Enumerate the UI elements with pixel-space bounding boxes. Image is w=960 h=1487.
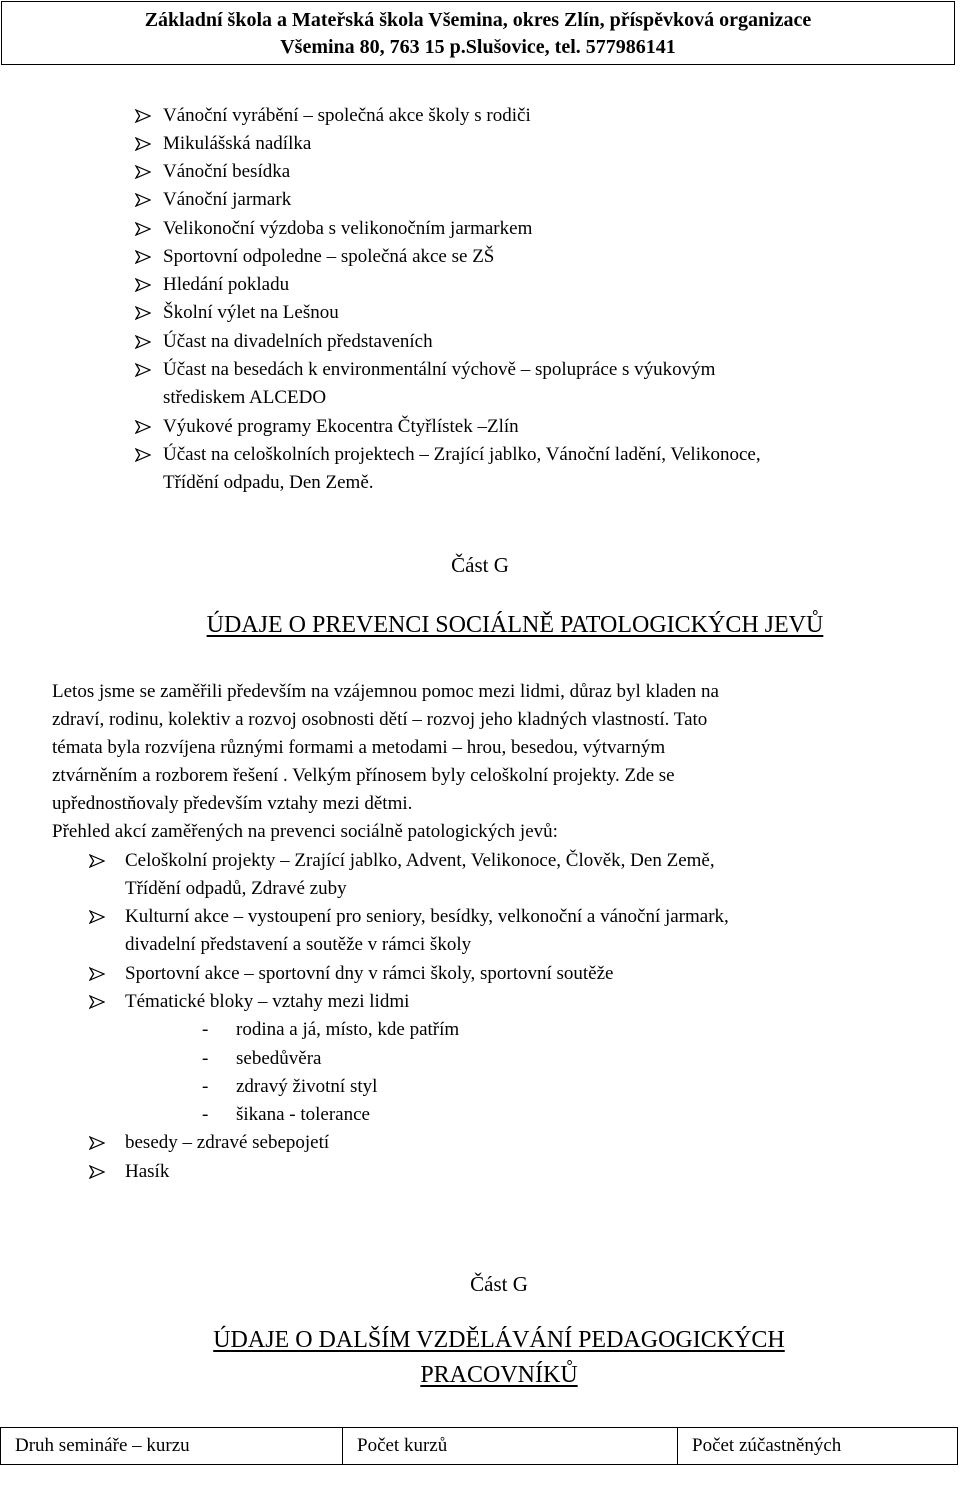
section-title-line-1: ÚDAJE O DALŠÍM VZDĚLÁVÁNÍ PEDAGOGICKÝCH: [213, 1327, 785, 1353]
section-label: Část G: [451, 553, 509, 577]
arrow-bullet-icon: [89, 967, 105, 981]
arrow-bullet-icon: [135, 193, 151, 207]
list-item: Tématické bloky – vztahy mezi lidmi: [125, 988, 409, 1016]
header-line-2: Všemina 80, 763 15 p.Slušovice, tel. 577986141: [280, 36, 676, 58]
list-item-continuation: divadelní představení a soutěže v rámci školy: [125, 934, 472, 955]
section-title-line-2: PRACOVNÍKŮ: [420, 1362, 578, 1388]
arrow-bullet-icon: [135, 165, 151, 179]
list-item-continuation: Třídění odpadu, Den Země.: [163, 472, 374, 493]
paragraph-line: zdraví, rodinu, kolektiv a rozvoj osobnosti dětí – rozvoj jeho kladných vlastností. Tato: [52, 709, 708, 730]
column-header: Počet kurzů: [343, 1428, 678, 1465]
seminars-table: [0, 1427, 958, 1465]
list-item: Vánoční besídka: [163, 158, 290, 186]
dash-marker: -: [202, 1076, 209, 1097]
arrow-bullet-icon: [135, 278, 151, 292]
arrow-bullet-icon: [135, 306, 151, 320]
list-item: Velikonoční výzdoba s velikonočním jarmarkem: [163, 215, 532, 243]
list-item: Hasík: [125, 1158, 169, 1186]
column-header: Počet zúčastněných: [678, 1428, 958, 1465]
column-header: Druh semináře – kurzu: [1, 1428, 343, 1465]
table-header-row: [1, 1428, 958, 1465]
arrow-bullet-icon: [135, 109, 151, 123]
list-item: Účast na besedách k environmentální výchově – spolupráce s výukovým: [163, 356, 715, 384]
list-item: Kulturní akce – vystoupení pro seniory, besídky, velkonoční a vánoční jarmark,: [125, 903, 729, 931]
section-label: Část G: [470, 1272, 528, 1296]
list-item: Vánoční jarmark: [163, 186, 291, 214]
dash-marker: -: [202, 1019, 209, 1040]
list-item: Sportovní odpoledne – společná akce se ZŠ: [163, 243, 494, 271]
arrow-bullet-icon: [135, 250, 151, 264]
arrow-bullet-icon: [89, 910, 105, 924]
list-item: Celoškolní projekty – Zrající jablko, Advent, Velikonoce, Člověk, Den Země,: [125, 847, 715, 875]
list-item-continuation: střediskem ALCEDO: [163, 387, 327, 408]
paragraph-line: upřednostňovaly především vztahy mezi dětmi.: [52, 793, 413, 814]
list-item: Školní výlet na Lešnou: [163, 299, 339, 327]
list-item: Hledání pokladu: [163, 271, 289, 299]
school-header: [1, 1, 955, 65]
arrow-bullet-icon: [89, 854, 105, 868]
paragraph-line: Letos jsme se zaměřili především na vzájemnou pomoc mezi lidmi, důraz byl kladen na: [52, 681, 719, 702]
paragraph-line: ztvárněním a rozborem řešení . Velkým přínosem byly celoškolní projekty. Zde se: [52, 765, 675, 786]
arrow-bullet-icon: [89, 995, 105, 1009]
list-item: Účast na divadelních představeních: [163, 328, 433, 356]
arrow-bullet-icon: [135, 420, 151, 434]
paragraph-line: témata byla rozvíjena různými formami a metodami – hrou, besedou, výtvarným: [52, 737, 666, 758]
sub-item: - zdravý životní styl: [236, 1073, 377, 1101]
list-item: besedy – zdravé sebepojetí: [125, 1129, 329, 1157]
sub-item: - sebedůvěra: [236, 1045, 321, 1073]
arrow-bullet-icon: [135, 137, 151, 151]
arrow-bullet-icon: [135, 222, 151, 236]
overview-heading: Přehled akcí zaměřených na prevenci sociálně patologických jevů:: [52, 821, 558, 842]
arrow-bullet-icon: [135, 448, 151, 462]
arrow-bullet-icon: [89, 1136, 105, 1150]
list-item-continuation: Třídění odpadů, Zdravé zuby: [125, 878, 347, 899]
sub-item: - rodina a já, místo, kde patřím: [236, 1016, 459, 1044]
section-title: ÚDAJE O PREVENCI SOCIÁLNĚ PATOLOGICKÝCH JEVŮ: [206, 612, 824, 638]
arrow-bullet-icon: [135, 335, 151, 349]
arrow-bullet-icon: [89, 1165, 105, 1179]
arrow-bullet-icon: [135, 363, 151, 377]
dash-marker: -: [202, 1104, 209, 1125]
list-item: Účast na celoškolních projektech – Zrající jablko, Vánoční ladění, Velikonoce,: [163, 441, 761, 469]
dash-marker: -: [202, 1048, 209, 1069]
list-item: Mikulášská nadílka: [163, 130, 311, 158]
list-item: Výukové programy Ekocentra Čtyřlístek –Zlín: [163, 413, 519, 441]
header-line-1: Základní škola a Mateřská škola Všemina, okres Zlín, příspěvková organizace: [144, 9, 812, 31]
list-item: Vánoční vyrábění – společná akce školy s rodiči: [163, 102, 531, 130]
sub-item: - šikana - tolerance: [236, 1101, 370, 1129]
list-item: Sportovní akce – sportovní dny v rámci školy, sportovní soutěže: [125, 960, 613, 988]
